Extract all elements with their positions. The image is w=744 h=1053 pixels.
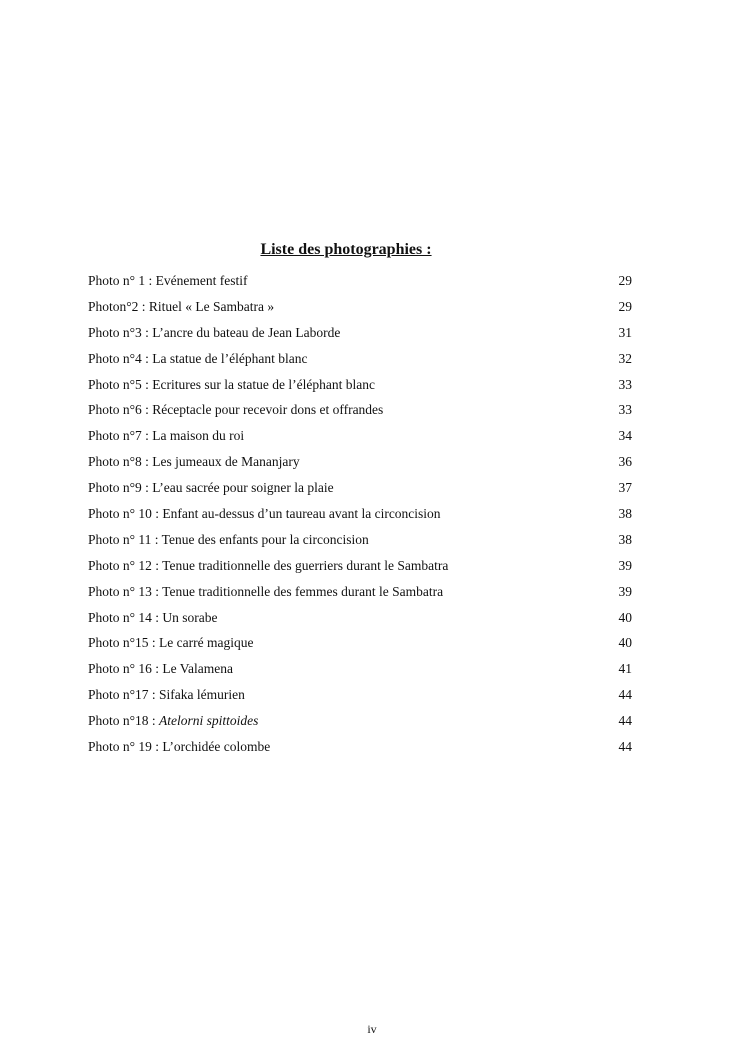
- list-item: [88, 685, 632, 711]
- list-item: [88, 400, 632, 426]
- entry-label: Photo n°4 : La statue de l’éléphant blanc: [88, 350, 308, 366]
- entry-label: Photo n°17 : Sifaka lémurien: [88, 687, 245, 703]
- page-number: 40: [618, 635, 632, 651]
- page-number: 33: [618, 402, 632, 418]
- list-item: [88, 608, 632, 634]
- entry-label: Photon°2 : Rituel « Le Sambatra »: [88, 298, 275, 314]
- page-number: 32: [618, 350, 632, 366]
- page-number: 31: [618, 324, 632, 340]
- entry-label: Photo n°15 : Le carré magique: [88, 635, 254, 651]
- entry-label: Photo n°5 : Ecritures sur la statue de l’éléphant blanc: [88, 376, 375, 392]
- footer-page-number: iv: [367, 1022, 377, 1036]
- entry-label: Photo n°6 : Réceptacle pour recevoir dons et offrandes: [88, 402, 384, 418]
- page-number: 33: [618, 376, 632, 392]
- entry-label: Photo n°7 : La maison du roi: [88, 428, 245, 444]
- entry-prefix: Photo n°18 :: [88, 713, 160, 729]
- page-number: 44: [618, 687, 632, 703]
- entry-label: Photo n° 11 : Tenue des enfants pour la circoncision: [88, 531, 369, 547]
- photo-list: [88, 271, 632, 763]
- entry-label: Photo n° 1 : Evénement festif: [88, 273, 248, 288]
- entry-label: Photo n° 13 : Tenue traditionnelle des femmes durant le Sambatra: [88, 583, 444, 599]
- list-item: [88, 633, 632, 659]
- list-item: [88, 452, 632, 478]
- list-heading: Liste des photographies :: [260, 241, 432, 258]
- page-number: 36: [618, 454, 632, 470]
- list-item: [88, 737, 632, 763]
- list-item: [88, 349, 632, 375]
- list-item: [88, 323, 632, 349]
- entry-label: Photo n° 16 : Le Valamena: [88, 661, 233, 677]
- page-number: 44: [618, 739, 632, 755]
- page-number: 34: [618, 428, 632, 444]
- list-item: [88, 297, 632, 323]
- list-item: [88, 478, 632, 504]
- page-number: 38: [618, 506, 632, 522]
- entry-label: Photo n° 10 : Enfant au-dessus d’un taureau avant la circoncision: [88, 506, 441, 522]
- page-number: 39: [618, 583, 632, 599]
- list-item: [88, 426, 632, 452]
- list-item: [88, 556, 632, 582]
- list-item: [88, 659, 632, 685]
- list-item: [88, 504, 632, 530]
- entry-label: Photo n°9 : L’eau sacrée pour soigner la plaie: [88, 480, 334, 496]
- species-name: Atelorni spittoides: [159, 713, 259, 729]
- page-number: 40: [618, 609, 632, 625]
- list-item: [88, 530, 632, 556]
- page-number: 44: [618, 713, 632, 729]
- entry-label: [88, 711, 258, 730]
- entry-label: Photo n°3 : L’ancre du bateau de Jean Laborde: [88, 324, 341, 340]
- entry-label: Photo n° 19 : L’orchidée colombe: [88, 739, 271, 755]
- page-number: 39: [618, 557, 632, 573]
- list-item: [88, 711, 632, 737]
- entry-label: Photo n° 14 : Un sorabe: [88, 609, 218, 625]
- entry-label: Photo n°8 : Les jumeaux de Mananjary: [88, 454, 300, 470]
- list-item: [88, 271, 632, 297]
- list-item: [88, 582, 632, 608]
- list-item: [88, 375, 632, 401]
- entry-label: Photo n° 12 : Tenue traditionnelle des guerriers durant le Sambatra: [88, 557, 449, 573]
- page-number: 38: [618, 531, 632, 547]
- page-number: 41: [618, 661, 632, 677]
- page-number: 37: [618, 480, 632, 496]
- page-number: 29: [618, 298, 632, 314]
- page-number: 29: [618, 273, 632, 288]
